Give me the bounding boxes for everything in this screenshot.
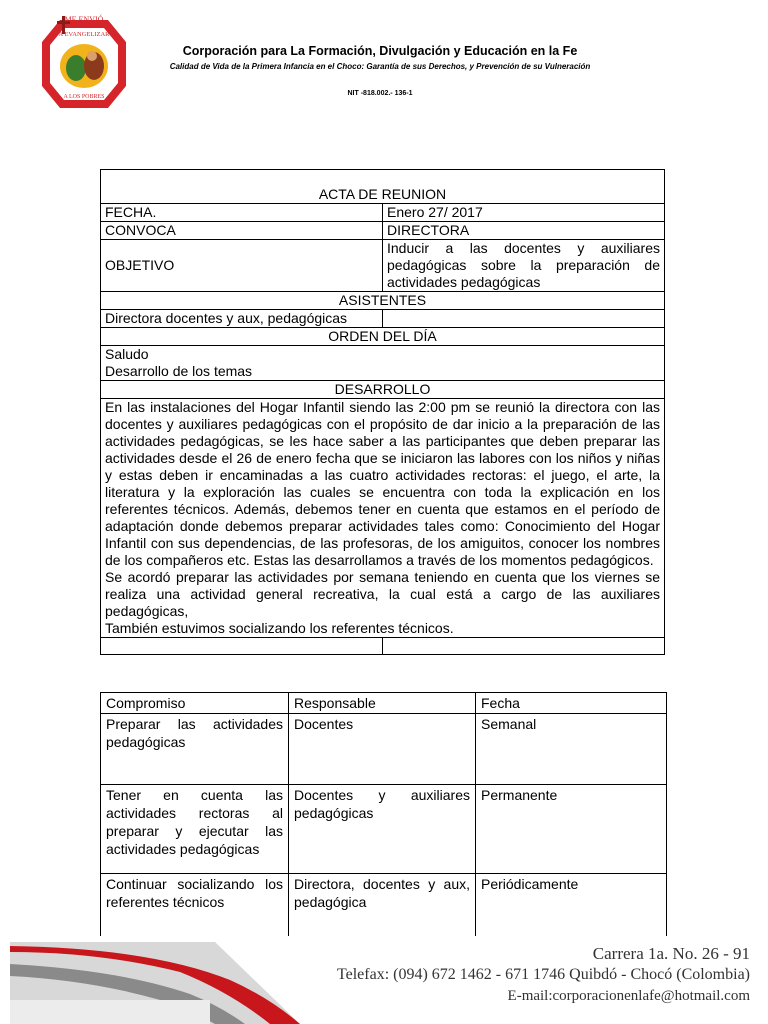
objetivo-value: Inducir a las docentes y auxiliares pedagógicas sobre la preparación de actividades pedagógicas <box>383 240 665 292</box>
desarrollo-title: DESARROLLO <box>101 381 665 399</box>
desarrollo-paragraph: En las instalaciones del Hogar Infantil siendo las 2:00 pm se reunió la directora con las docentes y auxiliares pedagógicas con el propósito de dar inicio a la preparación de las actividades pedagógicas, se les hace saber a las participantes que deben preparar las actividades desde el 26 de enero fecha que se iniciaron las labores con los niños y niñas y estas deben ir encaminadas a las cuatro actividades rectoras: el juego, el arte, la literatura y la exploración las cuales se encuentra con toda la explicación en los referentes técnicos. Además, debemos tener en cuenta que estamos en el período de adaptación donde debemos preparar actividades tales como: Conocimiento del Hogar Infantil con sus dependencias, de las profesoras, de los amiguitos, conocer los nombres de los compañeros etc. Estas las desarrollamos a través de los momentos pedagógicos. <box>105 399 660 568</box>
logo-text-top: ME ENVIÓ <box>64 15 104 24</box>
orden-title: ORDEN DEL DÍA <box>101 328 665 346</box>
spacer-cell <box>383 638 665 655</box>
orden-item: Desarrollo de los temas <box>105 363 253 379</box>
compromiso-cell: Tener en cuenta las actividades rectoras al preparar y ejecutar las actividades pedagógicas <box>101 785 289 874</box>
responsable-header: Responsable <box>289 693 476 714</box>
acta-title: ACTA DE REUNION <box>101 170 665 204</box>
organization-logo <box>38 14 130 114</box>
footer-email: E-mail:corporacionenlafe@hotmail.com <box>507 988 750 1004</box>
fecha-cell: Semanal <box>476 714 667 785</box>
organization-subtitle: Calidad de Vida de la Primera Infancia en el Choco: Garantía de sus Derechos, y Prevención de su Vulneración <box>169 62 591 71</box>
desarrollo-paragraph: También estuvimos socializando los referentes técnicos. <box>105 620 454 636</box>
desarrollo-paragraph: Se acordó preparar las actividades por semana teniendo en cuenta que los viernes se realiza una actividad general recreativa, la cual está a cargo de las auxiliares pedagógicas, <box>105 569 660 619</box>
asistentes-title: ASISTENTES <box>101 292 665 310</box>
spacer-cell <box>101 638 383 655</box>
compromisos-table <box>100 692 667 936</box>
compromiso-cell: Preparar las actividades pedagógicas <box>101 714 289 785</box>
fecha-header: Fecha <box>476 693 667 714</box>
organization-nit: NIT -818.002.- 136-1 <box>347 90 413 97</box>
orden-list <box>101 346 665 381</box>
asistentes-value: Directora docentes y aux, pedagógicas <box>101 310 383 328</box>
desarrollo-body <box>101 399 665 638</box>
responsable-cell: Directora, docentes y aux, pedagógica <box>289 874 476 936</box>
compromiso-header: Compromiso <box>101 693 289 714</box>
responsable-cell: Docentes y auxiliares pedagógicas <box>289 785 476 874</box>
compromiso-cell: Continuar socializando los referentes técnicos <box>101 874 289 936</box>
logo-text-bottom: A LOS POBRES <box>63 94 105 100</box>
convoca-label: CONVOCA <box>101 222 383 240</box>
fecha-cell: Permanente <box>476 785 667 874</box>
convoca-value: DIRECTORA <box>383 222 665 240</box>
fecha-value: Enero 27/ 2017 <box>383 204 665 222</box>
fecha-cell: Periódicamente <box>476 874 667 936</box>
orden-item: Saludo <box>105 346 149 362</box>
responsable-cell: Docentes <box>289 714 476 785</box>
footer-address: Carrera 1a. No. 26 - 91 <box>592 944 750 963</box>
footer-phone: Telefax: (094) 672 1462 - 671 1746 Quibdó - Chocó (Colombia) <box>336 966 750 983</box>
fecha-label: FECHA. <box>101 204 383 222</box>
organization-title: Corporación para La Formación, Divulgación y Educación en la Fe <box>182 44 578 58</box>
logo-text-mid: A EVANGELIZAR <box>58 31 110 38</box>
asistentes-empty <box>383 310 665 328</box>
acta-table <box>100 169 665 655</box>
objetivo-label: OBJETIVO <box>101 240 383 292</box>
